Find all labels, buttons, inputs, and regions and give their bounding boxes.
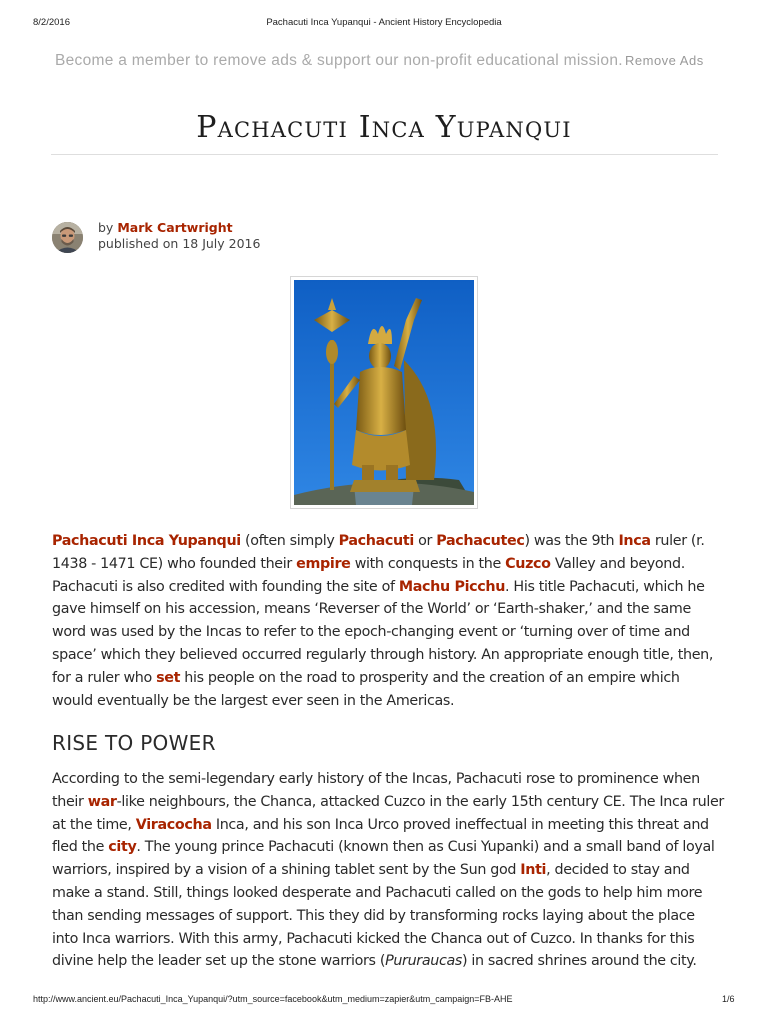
text-run: with conquests in the: [350, 555, 506, 572]
author-link[interactable]: Mark Cartwright: [117, 220, 233, 235]
link-set[interactable]: set: [156, 669, 181, 686]
text-run: -like neighbours, the Chanca, attacked Cuzco in the early 15th century CE. The Inca ruler at the time,: [52, 793, 724, 833]
author-meta: [98, 220, 260, 252]
print-url: http://www.ancient.eu/Pachacuti_Inca_Yupanqui/?utm_source=facebook&utm_medium=zapier&utm_campaign=FB-AHE: [33, 994, 513, 1004]
remove-ads-link[interactable]: Remove Ads: [625, 53, 704, 68]
text-run: ) was the 9th: [524, 533, 619, 549]
print-header: [0, 17, 768, 31]
section-heading-rise-to-power: RISE TO POWER: [52, 731, 216, 755]
author-avatar[interactable]: [52, 222, 83, 253]
membership-promo-text: Become a member to remove ads & support our non-profit educational mission.: [55, 52, 623, 69]
link-city[interactable]: city: [108, 839, 137, 856]
link-machu-picchu[interactable]: Machu Picchu: [398, 578, 506, 595]
text-run: Inca, and his son Inca Urco proved ineffectual in meeting this threat and fled the: [52, 816, 709, 856]
ad-banner: [0, 52, 768, 74]
article-title: Pachacuti Inca Yupanqui: [196, 110, 572, 145]
title-divider: [51, 154, 718, 155]
publish-date: published on 18 July 2016: [98, 236, 261, 251]
link-empire[interactable]: empire: [296, 555, 351, 572]
rise-to-power-paragraph: [52, 768, 724, 973]
link-war[interactable]: war: [87, 793, 117, 810]
link-pachacuti[interactable]: Pachacuti: [338, 533, 414, 549]
page-number: 1/6: [722, 994, 735, 1004]
text-run: . His title Pachacuti, which he gave himself on his accession, means ‘Reverser of the World’ or ‘Earth-shaker,’ and the same word was used by the Incas to refer to the epoch-changing event or ‘turning over of time and space’ which they believed occurred regularly through history. An appropriate enough title, then, for a ruler who: [52, 578, 714, 686]
author-portrait-icon: [52, 222, 83, 253]
text-run: (often simply: [240, 533, 339, 549]
by-label: by: [98, 220, 114, 235]
text-run: , decided to stay and make a stand. Still, things looked desperate and Pachacuti called on the gods to help him more than sending messages of support. This they did by transforming rocks laying about the place into Inca warriors. With this army, Pachacuti kicked the Chanca out of Cuzco. In thanks for this divine help the leader set up the stone warriors (: [52, 862, 703, 970]
print-footer: [0, 994, 768, 1006]
text-run: Valley and beyond. Pachacuti is also credited with founding the site of: [52, 555, 685, 595]
text-run: According to the semi-legendary early history of the Incas, Pachacuti rose to prominence when their: [52, 771, 700, 810]
intro-paragraph: [52, 530, 724, 712]
text-run: his people on the road to prosperity and the creation of an empire which would eventually be the largest ever seen in the Americas.: [52, 669, 680, 709]
link-inti[interactable]: Inti: [520, 862, 547, 879]
text-run: ruler (r. 1438 - 1471 CE) who founded their: [52, 533, 705, 572]
link-pachacuti-inca-yupanqui[interactable]: Pachacuti Inca Yupanqui: [52, 533, 241, 549]
print-date: 8/2/2016: [33, 17, 70, 28]
byline: [98, 220, 260, 236]
text-run: or: [413, 533, 437, 549]
text-run: . The young prince Pachacuti (known then as Cusi Yupanki) and a small band of loyal warriors, inspired by a vision of a shining tablet sent by the Sun god: [52, 839, 715, 879]
text-run: ) in sacred shrines around the city.: [461, 953, 697, 970]
link-inca[interactable]: Inca: [618, 533, 651, 549]
italic-term-pururaucas: Pururaucas: [385, 953, 462, 970]
link-pachacutec[interactable]: Pachacutec: [436, 533, 525, 549]
article-image[interactable]: [290, 276, 478, 509]
print-page-title: Pachacuti Inca Yupanqui - Ancient History Encyclopedia: [266, 17, 502, 28]
pachacuti-statue-image: [294, 280, 474, 505]
link-viracocha[interactable]: Viracocha: [135, 816, 212, 833]
link-cuzco[interactable]: Cuzco: [505, 555, 551, 572]
